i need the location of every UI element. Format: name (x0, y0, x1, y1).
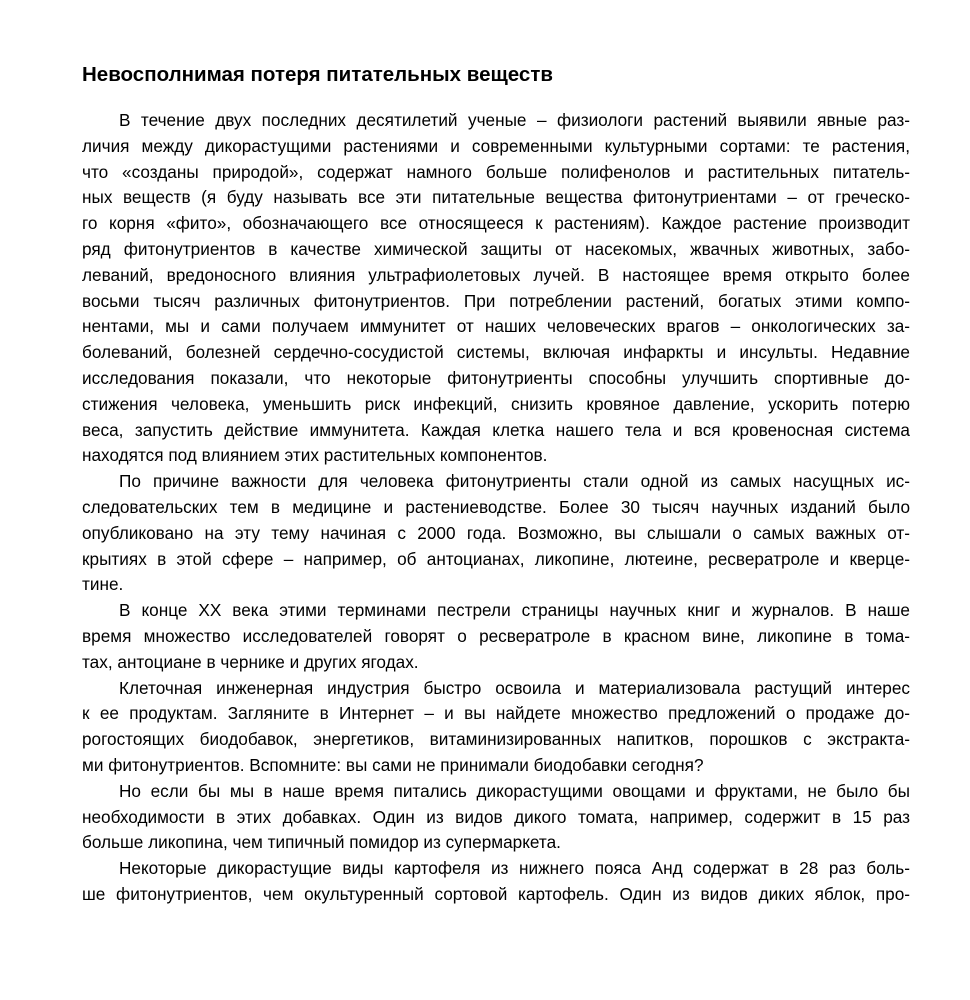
paragraph-6 (82, 856, 910, 908)
text-line: тине. (82, 574, 124, 595)
text-line: леваний, вредоносного влияния ультрафиолетовых лучей. В настоящее время открыто более (82, 264, 910, 285)
text-line: необходимости в этих добавках. Один из видов дикого томата, например, содержит в 15 раз (82, 806, 910, 827)
text-line: веса, запустить действие иммунитета. Каждая клетка нашего тела и вся кровеносная система (82, 419, 910, 440)
text-line: крытиях в этой сфере – например, об антоцианах, ликопине, лютеине, ресвератроле и кверце- (82, 548, 910, 569)
text-line: рогостоящих биодобавок, энергетиков, витаминизированных напитков, порошков с экстракта- (82, 729, 910, 750)
document-page (82, 62, 910, 908)
text-line: В конце XX века этими терминами пестрели страницы научных книг и журналов. В наше (119, 600, 910, 621)
text-line: В течение двух последних десятилетий ученые – физиологи растений выявили явные раз- (119, 110, 910, 130)
text-line: болеваний, болезней сердечно-сосудистой системы, включая инфаркты и инсульты. Недавние (82, 342, 910, 363)
text-line: время множество исследователей говорят о ресвератроле в красном вине, ликопине в тома- (82, 625, 910, 646)
document-title: Невосполнимая потеря питательных веществ (82, 63, 553, 86)
text-line: следовательских тем в медицине и растениеводстве. Более 30 тысяч научных изданий было (82, 496, 910, 517)
text-line: что «созданы природой», содержат намного больше полифенолов и растительных питатель- (82, 161, 910, 182)
text-line: к ее продуктам. Загляните в Интернет – и вы найдете множество предложений о продаже до- (82, 703, 910, 724)
paragraph-4 (82, 676, 910, 779)
text-line: опубликовано на эту тему начиная с 2000 года. Возможно, вы слышали о самых важных от- (82, 522, 910, 543)
text-line: ряд фитонутриентов в качестве химической защиты от насекомых, жвачных животных, забо- (82, 238, 910, 259)
text-line: больше ликопина, чем типичный помидор из супермаркета. (82, 832, 561, 853)
text-line: личия между дикорастущими растениями и современными культурными сортами: те растения, (82, 135, 910, 156)
text-line: нентами, мы и сами получаем иммунитет от наших человеческих врагов – онкологических за- (82, 316, 910, 337)
text-line: ных веществ (я буду называть все эти питательные вещества фитонутриентами – от греческо- (82, 187, 910, 208)
paragraph-3 (82, 598, 910, 675)
text-line: По причине важности для человека фитонутриенты стали одной из самых насущных ис- (119, 471, 910, 492)
text-line: исследования показали, что некоторые фитонутриенты способны улучшить спортивные до- (82, 367, 910, 388)
text-line: ми фитонутриентов. Вспомните: вы сами не принимали биодобавки сегодня? (82, 754, 704, 775)
text-line: восьми тысяч различных фитонутриентов. При потреблении растений, богатых этими компо- (82, 290, 910, 311)
paragraph-5 (82, 779, 910, 856)
text-line: Клеточная инженерная индустрия быстро освоила и материализовала растущий интерес (119, 677, 910, 698)
text-line: го корня «фито», обозначающего все относящееся к растениям). Каждое растение производит (82, 213, 910, 234)
text-line: Но если бы мы в наше время питались дикорастущими овощами и фруктами, не было бы (119, 780, 910, 801)
text-line: тах, антоциане в чернике и других ягодах. (82, 651, 419, 672)
paragraph-1 (82, 108, 910, 469)
paragraph-2 (82, 469, 910, 598)
text-line: находятся под влиянием этих растительных компонентов. (82, 445, 548, 466)
text-line: Некоторые дикорастущие виды картофеля из нижнего пояса Анд содержат в 28 раз боль- (119, 858, 910, 879)
text-line: стижения человека, уменьшить риск инфекций, снизить кровяное давление, ускорить потерю (82, 393, 910, 414)
document-body (82, 108, 910, 908)
text-line: ше фитонутриентов, чем окультуренный сортовой картофель. Один из видов диких яблок, про- (82, 883, 910, 904)
